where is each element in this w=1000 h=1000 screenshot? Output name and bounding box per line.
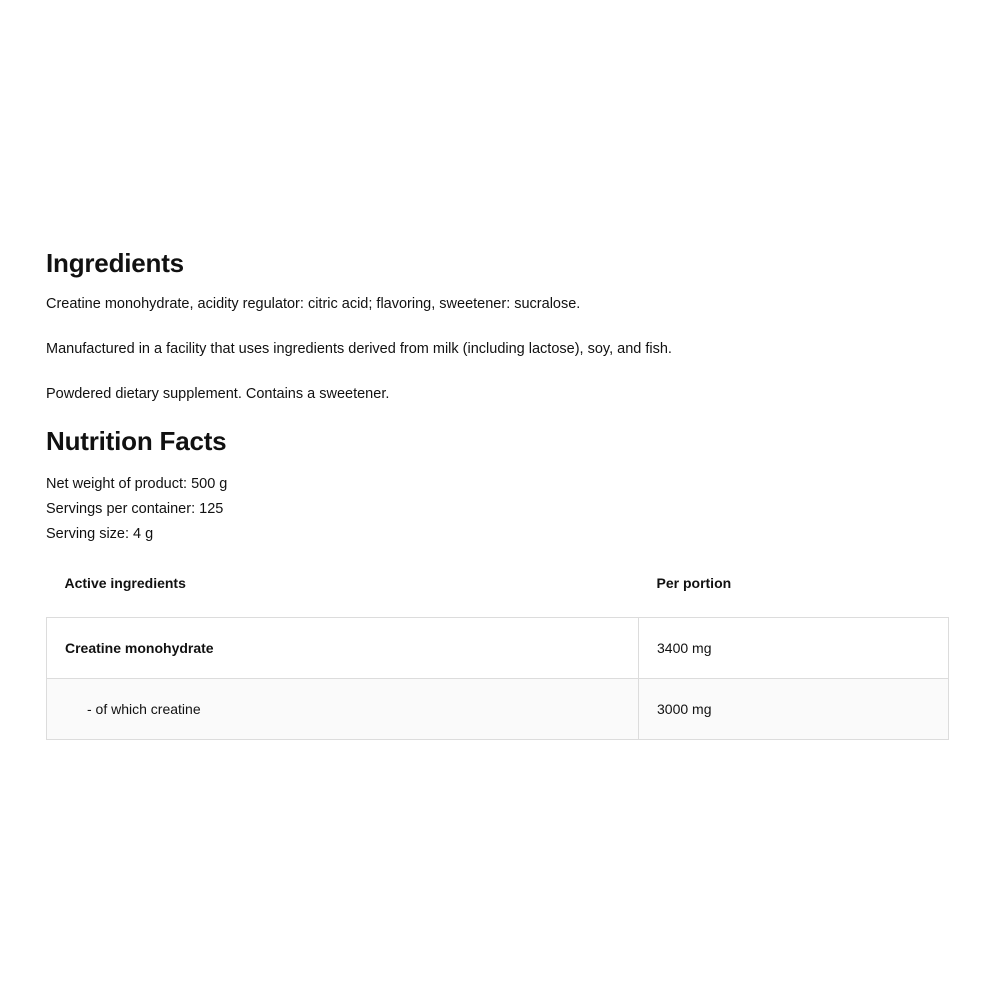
serving-size: Serving size: 4 g — [46, 526, 154, 542]
ingredients-heading: Ingredients — [46, 248, 184, 278]
table-header-row — [47, 565, 949, 618]
ingredient-name: - of which creatine — [47, 679, 639, 740]
ingredient-amount: 3000 mg — [639, 679, 949, 740]
servings-per-container: Servings per container: 125 — [46, 501, 224, 517]
column-header-active-ingredients: Active ingredients — [64, 575, 186, 591]
ingredients-list: Creatine monohydrate, acidity regulator: citric acid; flavoring, sweetener: sucralose. — [46, 296, 581, 312]
nutrition-facts-heading: Nutrition Facts — [46, 426, 227, 456]
ingredient-amount: 3400 mg — [639, 618, 949, 679]
nutrition-facts-summary — [46, 472, 949, 547]
net-weight: Net weight of product: 500 g — [46, 476, 228, 492]
table-row — [47, 679, 949, 740]
allergen-notice: Manufactured in a facility that uses ingredients derived from milk (including lactose), soy, and fish. — [46, 341, 672, 357]
product-details — [46, 246, 949, 740]
product-description: Powdered dietary supplement. Contains a sweetener. — [46, 386, 390, 402]
nutrition-table — [46, 565, 949, 740]
ingredient-name: Creatine monohydrate — [47, 618, 639, 679]
table-row — [47, 618, 949, 679]
column-header-per-portion: Per portion — [656, 575, 732, 591]
